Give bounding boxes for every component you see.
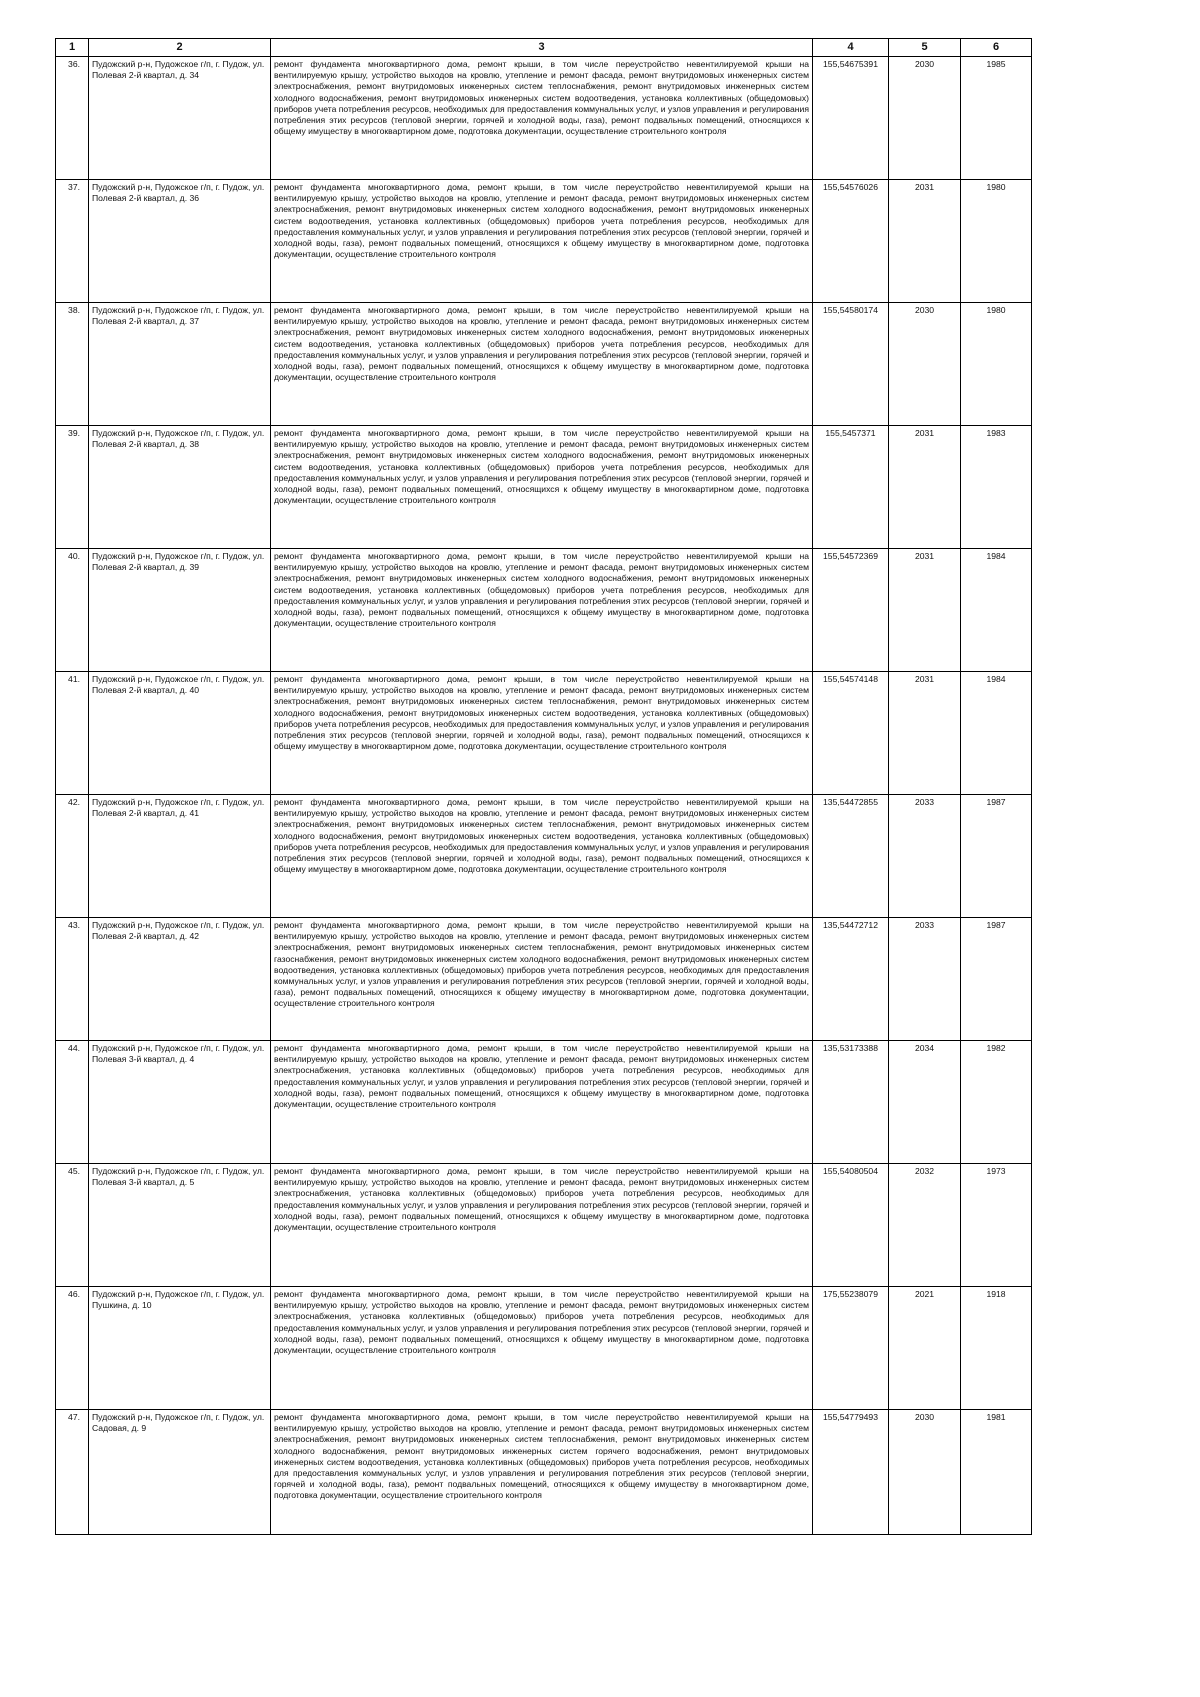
address-cell: Пудожский р-н, Пудожское г/п, г. Пудож, ул. Полевая 2-й квартал, д. 42 bbox=[89, 918, 271, 1041]
cost-value: 135,54472712 bbox=[813, 918, 889, 1041]
address-cell: Пудожский р-н, Пудожское г/п, г. Пудож, ул. Полевая 2-й квартал, д. 41 bbox=[89, 795, 271, 918]
row-number: 36. bbox=[56, 57, 89, 180]
build-year: 1984 bbox=[961, 549, 1032, 672]
build-year: 1918 bbox=[961, 1287, 1032, 1410]
address-cell: Пудожский р-н, Пудожское г/п, г. Пудож, ул. Садовая, д. 9 bbox=[89, 1410, 271, 1535]
header-col-1: 1 bbox=[56, 39, 89, 57]
build-year: 1980 bbox=[961, 180, 1032, 303]
build-year: 1984 bbox=[961, 672, 1032, 795]
works-description: ремонт фундамента многоквартирного дома, ремонт крыши, в том числе переустройство невентилируемой крыши на вентилируемую крышу, устройство выходов на кровлю, утепление и ремонт фасада, ремонт внутридомовых инженерных систем электроснабжения, ремонт внутридомовых инженерных систем холодного водоснабжения, ремонт внутридомовых инженерных систем водоотведения, установка коллективных (общедомовых) приборов учета потребления ресурсов, необходимых для предоставления коммунальных услуг, и узлов управления и регулирования потребления этих ресурсов (тепловой энергии, горячей и холодной воды, газа), ремонт подвальных помещений, относящихся к общему имуществу в многоквартирном доме, подготовка документации, осуществление строительного контроля bbox=[271, 549, 813, 672]
planned-year: 2033 bbox=[889, 918, 961, 1041]
planned-year: 2031 bbox=[889, 426, 961, 549]
planned-year: 2032 bbox=[889, 1164, 961, 1287]
table-row bbox=[56, 1410, 1032, 1535]
address-cell: Пудожский р-н, Пудожское г/п, г. Пудож, ул. Полевая 2-й квартал, д. 40 bbox=[89, 672, 271, 795]
table-row bbox=[56, 549, 1032, 672]
table-row bbox=[56, 303, 1032, 426]
build-year: 1987 bbox=[961, 795, 1032, 918]
works-description: ремонт фундамента многоквартирного дома, ремонт крыши, в том числе переустройство невентилируемой крыши на вентилируемую крышу, устройство выходов на кровлю, утепление и ремонт фасада, ремонт внутридомовых инженерных систем электроснабжения, установка коллективных (общедомовых) приборов учета потребления ресурсов, необходимых для предоставления коммунальных услуг, и узлов управления и регулирования потребления этих ресурсов (тепловой энергии, горячей и холодной воды, газа), ремонт подвальных помещений, относящихся к общему имуществу в многоквартирном доме, подготовка документации, осуществление строительного контроля bbox=[271, 1287, 813, 1410]
cost-value: 155,54779493 bbox=[813, 1410, 889, 1535]
column-number-header-row bbox=[56, 39, 1032, 57]
row-number: 38. bbox=[56, 303, 89, 426]
build-year: 1987 bbox=[961, 918, 1032, 1041]
works-description: ремонт фундамента многоквартирного дома, ремонт крыши, в том числе переустройство невентилируемой крыши на вентилируемую крышу, устройство выходов на кровлю, утепление и ремонт фасада, ремонт внутридомовых инженерных систем электроснабжения, ремонт внутридомовых инженерных систем теплоснабжения, ремонт внутридомовых инженерных систем холодного водоснабжения, ремонт внутридомовых инженерных систем водоотведения, установка коллективных (общедомовых) приборов учета потребления ресурсов, необходимых для предоставления коммунальных услуг, и узлов управления и регулирования потребления этих ресурсов (тепловой энергии, горячей и холодной воды, газа), ремонт подвальных помещений, относящихся к общему имуществу в многоквартирном доме, подготовка документации, осуществление строительного контроля bbox=[271, 57, 813, 180]
works-description: ремонт фундамента многоквартирного дома, ремонт крыши, в том числе переустройство невентилируемой крыши на вентилируемую крышу, устройство выходов на кровлю, утепление и ремонт фасада, ремонт внутридомовых инженерных систем электроснабжения, ремонт внутридомовых инженерных систем теплоснабжения, ремонт внутридомовых инженерных систем холодного водоснабжения, ремонт внутридомовых инженерных систем горячего водоснабжения, ремонт внутридомовых инженерных систем водоотведения, установка коллективных (общедомовых) приборов учета потребления ресурсов, необходимых для предоставления коммунальных услуг, и узлов управления и регулирования потребления этих ресурсов (тепловой энергии, горячей и холодной воды, газа), ремонт подвальных помещений, относящихся к общему имуществу в многоквартирном доме, подготовка документации, осуществление строительного контроля bbox=[271, 1410, 813, 1535]
works-description: ремонт фундамента многоквартирного дома, ремонт крыши, в том числе переустройство невентилируемой крыши на вентилируемую крышу, устройство выходов на кровлю, утепление и ремонт фасада, ремонт внутридомовых инженерных систем электроснабжения, ремонт внутридомовых инженерных систем холодного водоснабжения, ремонт внутридомовых инженерных систем водоотведения, установка коллективных (общедомовых) приборов учета потребления ресурсов, необходимых для предоставления коммунальных услуг, и узлов управления и регулирования потребления этих ресурсов (тепловой энергии, горячей и холодной воды, газа), ремонт подвальных помещений, относящихся к общему имуществу в многоквартирном доме, подготовка документации, осуществление строительного контроля bbox=[271, 426, 813, 549]
header-col-6: 6 bbox=[961, 39, 1032, 57]
works-description: ремонт фундамента многоквартирного дома, ремонт крыши, в том числе переустройство невентилируемой крыши на вентилируемую крышу, устройство выходов на кровлю, утепление и ремонт фасада, ремонт внутридомовых инженерных систем электроснабжения, ремонт внутридомовых инженерных систем холодного водоснабжения, ремонт внутридомовых инженерных систем водоотведения, установка коллективных (общедомовых) приборов учета потребления ресурсов, необходимых для предоставления коммунальных услуг, и узлов управления и регулирования потребления этих ресурсов (тепловой энергии, горячей и холодной воды, газа), ремонт подвальных помещений, относящихся к общему имуществу в многоквартирном доме, подготовка документации, осуществление строительного контроля bbox=[271, 180, 813, 303]
address-cell: Пудожский р-н, Пудожское г/п, г. Пудож, ул. Полевая 3-й квартал, д. 5 bbox=[89, 1164, 271, 1287]
table-row bbox=[56, 1287, 1032, 1410]
planned-year: 2031 bbox=[889, 180, 961, 303]
table-row bbox=[56, 57, 1032, 180]
address-cell: Пудожский р-н, Пудожское г/п, г. Пудож, ул. Полевая 3-й квартал, д. 4 bbox=[89, 1041, 271, 1164]
header-col-3: 3 bbox=[271, 39, 813, 57]
address-cell: Пудожский р-н, Пудожское г/п, г. Пудож, ул. Полевая 2-й квартал, д. 39 bbox=[89, 549, 271, 672]
planned-year: 2033 bbox=[889, 795, 961, 918]
build-year: 1973 bbox=[961, 1164, 1032, 1287]
works-description: ремонт фундамента многоквартирного дома, ремонт крыши, в том числе переустройство невентилируемой крыши на вентилируемую крышу, устройство выходов на кровлю, утепление и ремонт фасада, ремонт внутридомовых инженерных систем электроснабжения, ремонт внутридомовых инженерных систем холодного водоснабжения, ремонт внутридомовых инженерных систем водоотведения, установка коллективных (общедомовых) приборов учета потребления ресурсов, необходимых для предоставления коммунальных услуг, и узлов управления и регулирования потребления этих ресурсов (тепловой энергии, горячей и холодной воды, газа), ремонт подвальных помещений, относящихся к общему имуществу в многоквартирном доме, подготовка документации, осуществление строительного контроля bbox=[271, 303, 813, 426]
works-description: ремонт фундамента многоквартирного дома, ремонт крыши, в том числе переустройство невентилируемой крыши на вентилируемую крышу, устройство выходов на кровлю, утепление и ремонт фасада, ремонт внутридомовых инженерных систем электроснабжения, ремонт внутридомовых инженерных систем теплоснабжения, ремонт внутридомовых инженерных систем холодного водоснабжения, ремонт внутридомовых инженерных систем водоотведения, установка коллективных (общедомовых) приборов учета потребления ресурсов, необходимых для предоставления коммунальных услуг, и узлов управления и регулирования потребления этих ресурсов (тепловой энергии, горячей и холодной воды, газа), ремонт подвальных помещений, относящихся к общему имуществу в многоквартирном доме, подготовка документации, осуществление строительного контроля bbox=[271, 672, 813, 795]
row-number: 41. bbox=[56, 672, 89, 795]
table-row bbox=[56, 795, 1032, 918]
cost-value: 155,54080504 bbox=[813, 1164, 889, 1287]
works-description: ремонт фундамента многоквартирного дома, ремонт крыши, в том числе переустройство невентилируемой крыши на вентилируемую крышу, устройство выходов на кровлю, утепление и ремонт фасада, ремонт внутридомовых инженерных систем электроснабжения, ремонт внутридомовых инженерных систем теплоснабжения, ремонт внутридомовых инженерных систем холодного водоснабжения, ремонт внутридомовых инженерных систем водоотведения, установка коллективных (общедомовых) приборов учета потребления ресурсов, необходимых для предоставления коммунальных услуг, и узлов управления и регулирования потребления этих ресурсов (тепловой энергии, горячей и холодной воды, газа), ремонт подвальных помещений, относящихся к общему имуществу в многоквартирном доме, подготовка документации, осуществление строительного контроля bbox=[271, 795, 813, 918]
cost-value: 155,5457371 bbox=[813, 426, 889, 549]
planned-year: 2034 bbox=[889, 1041, 961, 1164]
address-cell: Пудожский р-н, Пудожское г/п, г. Пудож, ул. Пушкина, д. 10 bbox=[89, 1287, 271, 1410]
cost-value: 155,54576026 bbox=[813, 180, 889, 303]
build-year: 1985 bbox=[961, 57, 1032, 180]
table-row bbox=[56, 1041, 1032, 1164]
cost-value: 135,53173388 bbox=[813, 1041, 889, 1164]
build-year: 1980 bbox=[961, 303, 1032, 426]
table-row bbox=[56, 672, 1032, 795]
address-cell: Пудожский р-н, Пудожское г/п, г. Пудож, ул. Полевая 2-й квартал, д. 34 bbox=[89, 57, 271, 180]
works-description: ремонт фундамента многоквартирного дома, ремонт крыши, в том числе переустройство невентилируемой крыши на вентилируемую крышу, устройство выходов на кровлю, утепление и ремонт фасада, ремонт внутридомовых инженерных систем электроснабжения, установка коллективных (общедомовых) приборов учета потребления ресурсов, необходимых для предоставления коммунальных услуг, и узлов управления и регулирования потребления этих ресурсов (тепловой энергии, горячей и холодной воды, газа), ремонт подвальных помещений, относящихся к общему имуществу в многоквартирном доме, подготовка документации, осуществление строительного контроля bbox=[271, 1041, 813, 1164]
row-number: 46. bbox=[56, 1287, 89, 1410]
address-cell: Пудожский р-н, Пудожское г/п, г. Пудож, ул. Полевая 2-й квартал, д. 36 bbox=[89, 180, 271, 303]
header-col-4: 4 bbox=[813, 39, 889, 57]
works-description: ремонт фундамента многоквартирного дома, ремонт крыши, в том числе переустройство невентилируемой крыши на вентилируемую крышу, устройство выходов на кровлю, утепление и ремонт фасада, ремонт внутридомовых инженерных систем электроснабжения, ремонт внутридомовых инженерных систем теплоснабжения, ремонт внутридомовых инженерных систем газоснабжения, ремонт внутридомовых инженерных систем холодного водоснабжения, ремонт внутридомовых инженерных систем водоотведения, установка коллективных (общедомовых) приборов учета потребления ресурсов, необходимых для предоставления коммунальных услуг, и узлов управления и регулирования потребления этих ресурсов (тепловой энергии, горячей и холодной воды, газа), ремонт подвальных помещений, относящихся к общему имуществу в многоквартирном доме, подготовка документации, осуществление строительного контроля bbox=[271, 918, 813, 1041]
planned-year: 2030 bbox=[889, 1410, 961, 1535]
planned-year: 2021 bbox=[889, 1287, 961, 1410]
planned-year: 2030 bbox=[889, 57, 961, 180]
row-number: 47. bbox=[56, 1410, 89, 1535]
cost-value: 155,54572369 bbox=[813, 549, 889, 672]
cost-value: 155,54580174 bbox=[813, 303, 889, 426]
address-cell: Пудожский р-н, Пудожское г/п, г. Пудож, ул. Полевая 2-й квартал, д. 37 bbox=[89, 303, 271, 426]
table-row bbox=[56, 918, 1032, 1041]
row-number: 39. bbox=[56, 426, 89, 549]
row-number: 45. bbox=[56, 1164, 89, 1287]
build-year: 1981 bbox=[961, 1410, 1032, 1535]
cost-value: 155,54675391 bbox=[813, 57, 889, 180]
row-number: 37. bbox=[56, 180, 89, 303]
planned-year: 2031 bbox=[889, 672, 961, 795]
cost-value: 155,54574148 bbox=[813, 672, 889, 795]
table-row bbox=[56, 426, 1032, 549]
address-cell: Пудожский р-н, Пудожское г/п, г. Пудож, ул. Полевая 2-й квартал, д. 38 bbox=[89, 426, 271, 549]
row-number: 44. bbox=[56, 1041, 89, 1164]
works-description: ремонт фундамента многоквартирного дома, ремонт крыши, в том числе переустройство невентилируемой крыши на вентилируемую крышу, устройство выходов на кровлю, утепление и ремонт фасада, ремонт внутридомовых инженерных систем электроснабжения, установка коллективных (общедомовых) приборов учета потребления ресурсов, необходимых для предоставления коммунальных услуг, и узлов управления и регулирования потребления этих ресурсов (тепловой энергии, горячей и холодной воды, газа), ремонт подвальных помещений, относящихся к общему имуществу в многоквартирном доме, подготовка документации, осуществление строительного контроля bbox=[271, 1164, 813, 1287]
planned-year: 2031 bbox=[889, 549, 961, 672]
build-year: 1983 bbox=[961, 426, 1032, 549]
row-number: 43. bbox=[56, 918, 89, 1041]
header-col-5: 5 bbox=[889, 39, 961, 57]
cost-value: 135,54472855 bbox=[813, 795, 889, 918]
cost-value: 175,55238079 bbox=[813, 1287, 889, 1410]
planned-year: 2030 bbox=[889, 303, 961, 426]
table-row bbox=[56, 1164, 1032, 1287]
repair-program-table bbox=[55, 38, 1032, 1535]
table-row bbox=[56, 180, 1032, 303]
header-col-2: 2 bbox=[89, 39, 271, 57]
row-number: 42. bbox=[56, 795, 89, 918]
build-year: 1982 bbox=[961, 1041, 1032, 1164]
row-number: 40. bbox=[56, 549, 89, 672]
